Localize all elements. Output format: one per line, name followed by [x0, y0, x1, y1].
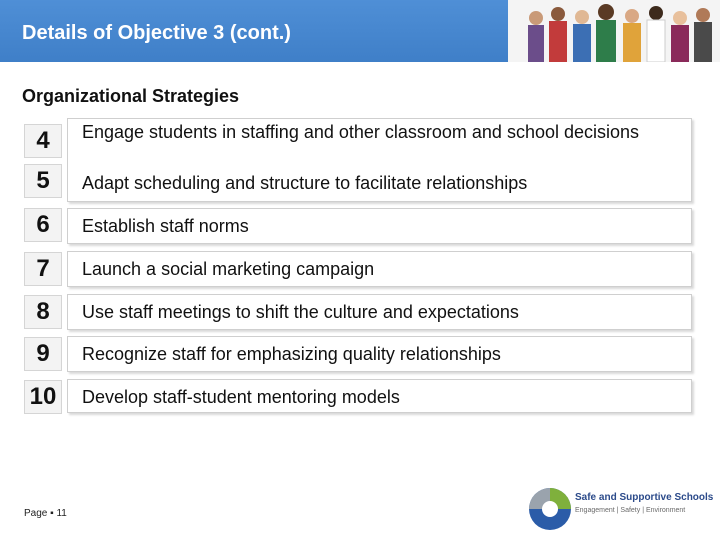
strategy-number-9: 9	[24, 337, 62, 371]
section-heading: Organizational Strategies	[22, 86, 240, 106]
strategy-number-6: 6	[24, 208, 62, 242]
globe-logo-icon	[527, 486, 573, 532]
strategy-text-6: Establish staff norms	[82, 216, 249, 236]
page-number: Page ▪ 11	[24, 508, 67, 519]
strategy-number-5: 5	[24, 164, 62, 198]
strategy-text-9: Recognize staff for emphasizing quality relationships	[82, 344, 501, 364]
strategy-text-10: Develop staff-student mentoring models	[82, 387, 400, 407]
strategy-number-4: 4	[24, 124, 62, 158]
header-bar	[0, 0, 720, 62]
strategy-number-10: 10	[24, 380, 62, 414]
strategy-text-8: Use staff meetings to shift the culture and expectations	[82, 302, 519, 322]
strategy-number-8: 8	[24, 295, 62, 329]
strategy-text-4: Engage students in staffing and other classroom and school decisions	[82, 122, 640, 142]
students-photo	[508, 0, 720, 62]
strategy-text-5: Adapt scheduling and structure to facilitate relationships	[82, 173, 528, 193]
safe-supportive-schools-logo	[527, 484, 714, 534]
strategy-text-7: Launch a social marketing campaign	[82, 259, 375, 279]
logo-title: Safe and Supportive Schools	[575, 492, 714, 503]
logo-tagline: Engagement | Safety | Environment	[575, 507, 686, 514]
slide-title: Details of Objective 3 (cont.)	[22, 22, 291, 44]
strategy-number-7: 7	[24, 252, 62, 286]
